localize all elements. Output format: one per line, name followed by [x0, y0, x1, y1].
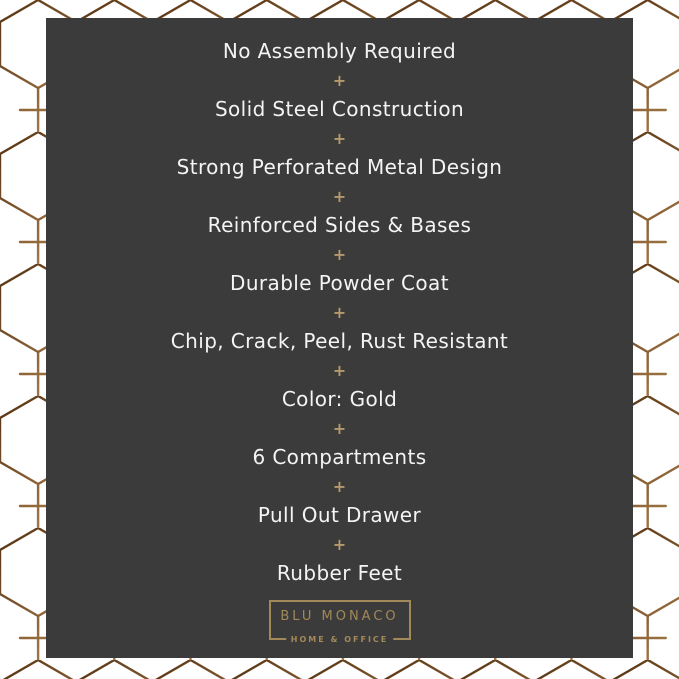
feature-line: Pull Out Drawer — [257, 503, 422, 527]
plus-separator: + — [332, 245, 347, 264]
plus-separator: + — [332, 71, 347, 90]
plus-separator: + — [332, 477, 347, 496]
feature-line: Rubber Feet — [276, 561, 403, 585]
feature-line: Color: Gold — [281, 387, 398, 411]
feature-line: 6 Compartments — [252, 445, 427, 469]
feature-panel — [46, 18, 633, 658]
brand-name: BLU MONACO — [280, 609, 399, 624]
plus-separator: + — [332, 361, 347, 380]
feature-list — [46, 18, 633, 588]
plus-separator: + — [332, 303, 347, 322]
feature-line: Durable Powder Coat — [230, 271, 449, 295]
plus-separator: + — [332, 129, 347, 148]
feature-line: Reinforced Sides & Bases — [207, 213, 472, 237]
plus-separator: + — [332, 535, 347, 554]
feature-line: Strong Perforated Metal Design — [176, 155, 503, 179]
plus-separator: + — [332, 187, 347, 206]
brand-tagline: HOME & OFFICE — [286, 635, 394, 644]
feature-line: Solid Steel Construction — [214, 97, 465, 121]
plus-separator: + — [332, 419, 347, 438]
brand-logo — [269, 600, 411, 644]
feature-line: Chip, Crack, Peel, Rust Resistant — [170, 329, 509, 353]
feature-line: No Assembly Required — [222, 39, 457, 63]
